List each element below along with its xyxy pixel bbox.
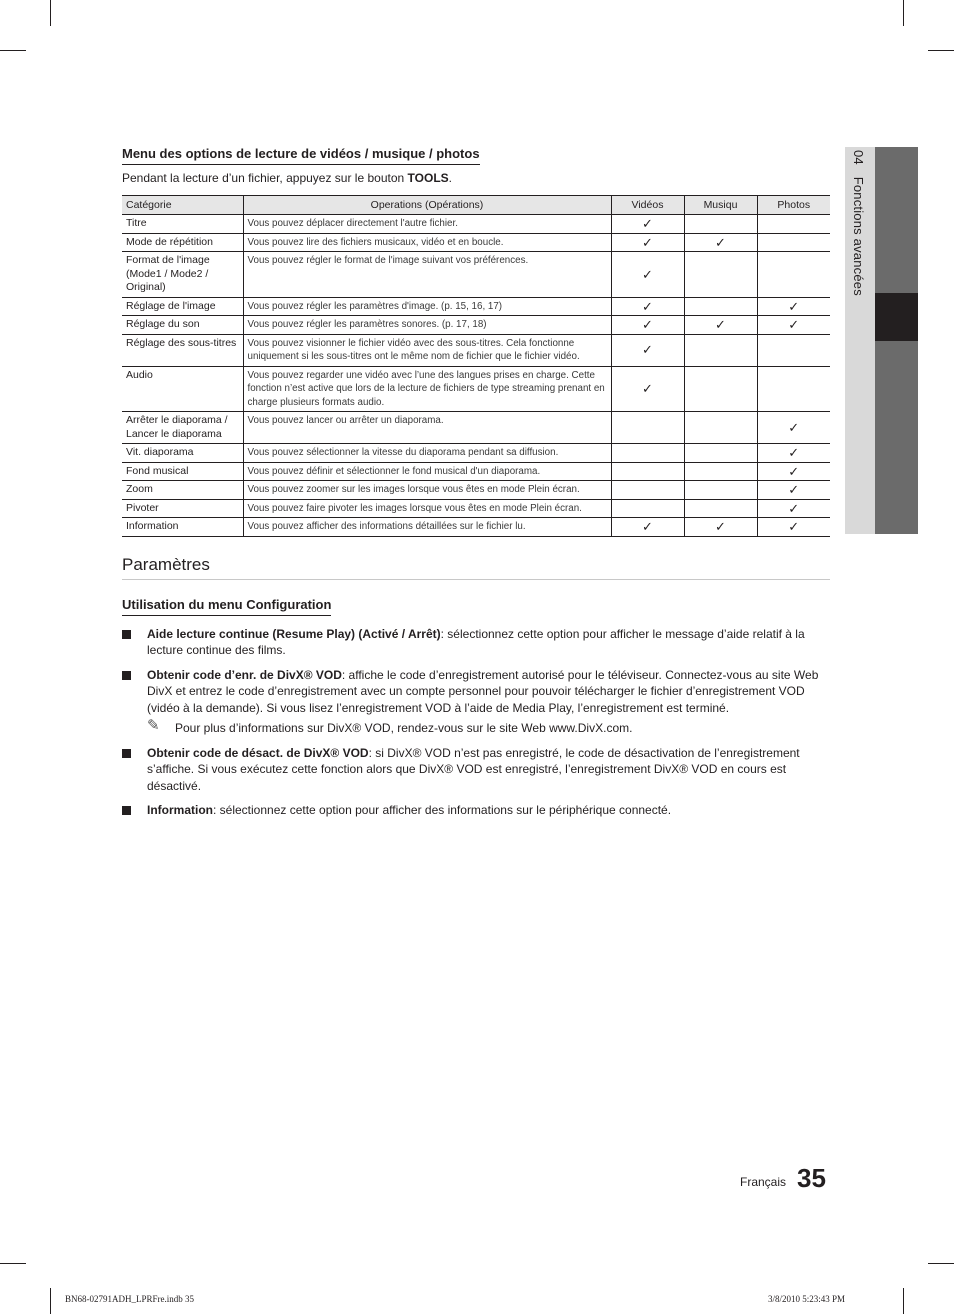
list-item	[122, 667, 830, 737]
description-cell: Vous pouvez régler les paramètres d'image. (p. 15, 16, 17)	[243, 297, 611, 316]
category-cell: Mode de répétition	[122, 233, 243, 252]
music-check	[684, 499, 757, 518]
table-row	[122, 252, 830, 298]
photo-check	[757, 233, 830, 252]
table-row	[122, 366, 830, 412]
music-check	[684, 412, 757, 444]
description-cell: Vous pouvez définir et sélectionner le fond musical d'un diaporama.	[243, 462, 611, 481]
description-cell: Vous pouvez régler le format de l'image suivant vos préférences.	[243, 252, 611, 298]
option-description: : sélectionnez cette option pour afficher le message d’aide relatif à la lecture continue des films.	[147, 626, 805, 657]
list-item	[122, 626, 830, 659]
page-content	[122, 145, 830, 827]
tools-button-label: TOOLS	[407, 171, 449, 185]
bullet-square-icon	[122, 749, 131, 758]
column-header: Operations (Opérations)	[243, 196, 611, 215]
photo-check: ✓	[757, 297, 830, 316]
table-row	[122, 233, 830, 252]
video-check	[611, 444, 684, 463]
video-check: ✓	[611, 252, 684, 298]
video-check: ✓	[611, 297, 684, 316]
intro-suffix: .	[448, 171, 452, 185]
category-cell: Zoom	[122, 481, 243, 500]
video-check	[611, 462, 684, 481]
music-check	[684, 444, 757, 463]
photo-check: ✓	[757, 518, 830, 537]
intro-text: Pendant la lecture d’un fichier, appuyez sur le bouton	[122, 171, 408, 185]
crop-mark	[50, 0, 51, 26]
option-name: Obtenir code d’enr. de DivX® VOD	[147, 667, 342, 682]
photo-check	[757, 215, 830, 234]
category-cell: Titre	[122, 215, 243, 234]
crop-mark	[928, 50, 954, 51]
list-item	[122, 802, 830, 819]
crop-mark	[0, 50, 26, 51]
music-check	[684, 334, 757, 366]
crop-mark	[903, 1288, 904, 1314]
params-section-title: Paramètres	[122, 555, 830, 580]
photo-check: ✓	[757, 499, 830, 518]
bullet-square-icon	[122, 671, 131, 680]
options-table	[122, 195, 830, 537]
table-row	[122, 297, 830, 316]
option-name: Information	[147, 803, 213, 817]
column-header: Photos	[757, 196, 830, 215]
photo-check: ✓	[757, 316, 830, 335]
description-cell: Vous pouvez faire pivoter les images lorsque vous êtes en mode Plein écran.	[243, 499, 611, 518]
photo-check: ✓	[757, 481, 830, 500]
crop-mark	[50, 1288, 51, 1314]
music-check	[684, 366, 757, 412]
description-cell: Vous pouvez déplacer directement l'autre fichier.	[243, 215, 611, 234]
video-check	[611, 499, 684, 518]
video-check	[611, 481, 684, 500]
video-check: ✓	[611, 233, 684, 252]
table-row	[122, 462, 830, 481]
category-cell: Information	[122, 518, 243, 537]
print-slug-file: BN68-02791ADH_LPRFre.indb 35	[65, 1294, 195, 1304]
description-cell: Vous pouvez zoomer sur les images lorsque vous êtes en mode Plein écran.	[243, 481, 611, 500]
bullet-square-icon	[122, 630, 131, 639]
music-check: ✓	[684, 316, 757, 335]
category-cell: Réglage de l'image	[122, 297, 243, 316]
photo-check	[757, 334, 830, 366]
video-check: ✓	[611, 215, 684, 234]
menu-options-intro	[122, 171, 830, 185]
bullet-square-icon	[122, 806, 131, 815]
chapter-title: Fonctions avancées	[851, 176, 866, 296]
column-header: Catégorie	[122, 196, 243, 215]
music-check	[684, 297, 757, 316]
note	[147, 717, 830, 737]
music-check	[684, 215, 757, 234]
option-description: : affiche le code d’enregistrement autorisé pour le téléviseur. Connectez-vous au site Web DivX et entrez le code d’enregistrement avec un compte personnel pour pouvoir télécharger le fichier d’enregistrement VOD (vidéo à la demande). Si vous lisez l’enregistrement VOD à l’aide de Media Play, l’enregistrement est terminé.	[147, 667, 819, 715]
video-check: ✓	[611, 518, 684, 537]
music-check: ✓	[684, 518, 757, 537]
description-cell: Vous pouvez visionner le fichier vidéo avec des sous-titres. Cela fonctionne uniquement si les sous-titres ont le même nom de fichier que le fichier vidéo.	[243, 334, 611, 366]
category-cell: Arrêter le diaporama / Lancer le diaporama	[122, 412, 243, 444]
chapter-tab-marker	[875, 293, 918, 341]
photo-check: ✓	[757, 444, 830, 463]
photo-check	[757, 252, 830, 298]
table-row	[122, 481, 830, 500]
list-item	[122, 745, 830, 795]
category-cell: Pivoter	[122, 499, 243, 518]
page-number: 35	[797, 1163, 826, 1193]
category-cell: Vit. diaporama	[122, 444, 243, 463]
music-check	[684, 462, 757, 481]
music-check	[684, 252, 757, 298]
table-row	[122, 499, 830, 518]
chapter-number: 04	[851, 150, 866, 165]
table-row	[122, 215, 830, 234]
category-cell: Audio	[122, 366, 243, 412]
table-row	[122, 444, 830, 463]
category-cell: Fond musical	[122, 462, 243, 481]
table-header-row	[122, 196, 830, 215]
description-cell: Vous pouvez lire des fichiers musicaux, vidéo et en boucle.	[243, 233, 611, 252]
column-header: Musiqu	[684, 196, 757, 215]
video-check: ✓	[611, 334, 684, 366]
video-check	[611, 412, 684, 444]
option-name: Aide lecture continue (Resume Play) (Activé / Arrêt)	[147, 626, 441, 641]
option-description: : si DivX® VOD n’est pas enregistré, le code de désactivation de l’enregistrement s’affiche. Si vous exécutez cette fonction alors que DivX® VOD est enregistré, l’enregistrement DivX® VOD en cours est désactivé.	[147, 745, 800, 793]
menu-options-heading: Menu des options de lecture de vidéos / musique / photos	[122, 146, 480, 165]
table-row	[122, 412, 830, 444]
footer-language: Français	[740, 1175, 787, 1189]
category-cell: Réglage du son	[122, 316, 243, 335]
description-cell: Vous pouvez regarder une vidéo avec l’une des langues prises en charge. Cette fonction n’est active que lors de la lecture de fichiers de type streaming prenant en charge plusieurs formats audio.	[243, 366, 611, 412]
option-description: : sélectionnez cette option pour afficher des informations sur le périphérique connecté.	[213, 803, 672, 817]
description-cell: Vous pouvez régler les paramètres sonores. (p. 17, 18)	[243, 316, 611, 335]
column-header: Vidéos	[611, 196, 684, 215]
description-cell: Vous pouvez lancer ou arrêter un diaporama.	[243, 412, 611, 444]
category-cell: Format de l'image (Mode1 / Mode2 / Original)	[122, 252, 243, 298]
chapter-tab-label	[851, 150, 866, 296]
table-row	[122, 518, 830, 537]
note-text: Pour plus d’informations sur DivX® VOD, rendez-vous sur le site Web www.DivX.com.	[175, 721, 633, 735]
config-bullet-list	[122, 626, 830, 819]
video-check: ✓	[611, 316, 684, 335]
description-cell: Vous pouvez afficher des informations détaillées sur le fichier lu.	[243, 518, 611, 537]
crop-mark	[903, 0, 904, 26]
print-slug-date: 3/8/2010 5:23:43 PM	[768, 1294, 846, 1304]
music-check: ✓	[684, 233, 757, 252]
config-subheading: Utilisation du menu Configuration	[122, 597, 331, 616]
table-row	[122, 316, 830, 335]
category-cell: Réglage des sous-titres	[122, 334, 243, 366]
note-pencil-icon: ✎	[147, 717, 160, 734]
music-check	[684, 481, 757, 500]
table-row	[122, 334, 830, 366]
option-name: Obtenir code de désact. de DivX® VOD	[147, 745, 369, 760]
video-check: ✓	[611, 366, 684, 412]
crop-mark	[928, 1263, 954, 1264]
photo-check: ✓	[757, 412, 830, 444]
photo-check	[757, 366, 830, 412]
crop-mark	[0, 1263, 26, 1264]
photo-check: ✓	[757, 462, 830, 481]
description-cell: Vous pouvez sélectionner la vitesse du diaporama pendant sa diffusion.	[243, 444, 611, 463]
config-subheading-wrap	[122, 596, 830, 616]
